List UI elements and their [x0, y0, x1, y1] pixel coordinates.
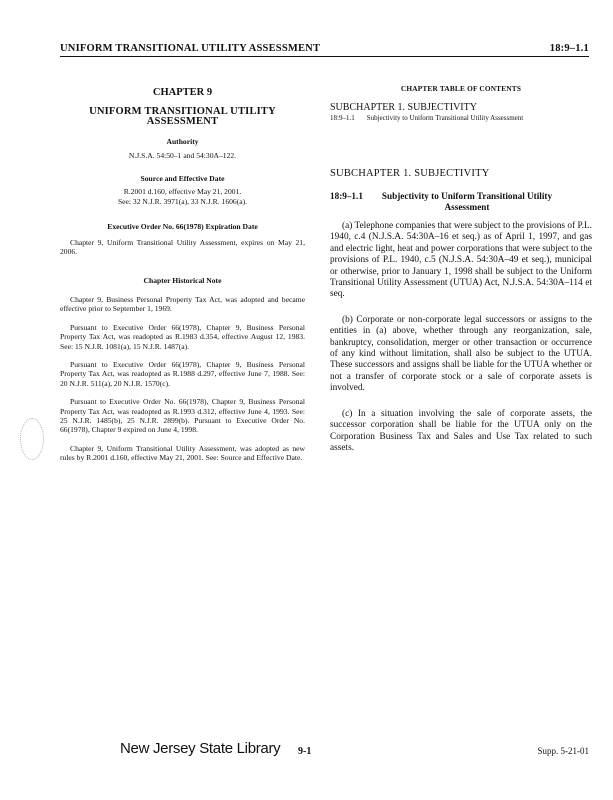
chapter-number: CHAPTER 9 — [152, 87, 213, 98]
executive-order-text: Chapter 9, Uniform Transitional Utility Assessment, expires on May 21, 2006. — [60, 237, 305, 257]
subchapter-title: SUBCHAPTER 1. SUBJECTIVITY — [330, 168, 490, 179]
source-line-2: See: 32 N.J.R. 3971(a), 33 N.J.R. 1606(a). — [117, 196, 248, 206]
section-paragraph-b: (b) Corporate or non-corporate legal successors or assigns to the entities in (a) above, whether through any reorganization, sale, bankruptcy, consolidation, merger or other transaction or occurrence of any kind without limitation, shall also be subject to the UTUA. These successors and assigns shall be liable for the UTUA whether or not a transfer of corporate stock or a sale of corporate assets is involved. — [330, 314, 592, 394]
section-number: 18:9–1.1 — [330, 191, 363, 201]
source-heading: Source and Effective Date — [140, 174, 225, 184]
toc-entry-number: 18:9–1.1 — [330, 114, 355, 122]
historical-note-paragraph: Chapter 9, Uniform Transitional Utility Assessment, was adopted as new rules by R.2001 d.160, effective May 21, 2001. See: Source and Effective Date. — [60, 443, 305, 463]
section-paragraph-a: (a) Telephone companies that were subject to the provisions of P.L. 1940, c.4 (N.J.S.A. 54:30A–16 et seq.) as of April 1, 1997, and gas and electric light, heat and power corporations that were subject to the provisions of P.L. 1940, c.5 (N.J.S.A. 54:30A–49 et seq.), municipal or otherwise, prior to January 1, 1998 shall be subject to the Uniform Transitional Utility Assessment (UTUA) Act, N.J.S.A. 54:30A–114 et seq. — [330, 221, 592, 300]
executive-order-heading: Executive Order No. 66(1978) Expiration Date — [107, 222, 258, 232]
authority-heading: Authority — [166, 137, 199, 147]
toc-entry[interactable] — [330, 114, 592, 122]
historical-note-heading: Chapter Historical Note — [143, 276, 222, 286]
authority-text: N.J.S.A. 54:50–1 and 54:30A–122. — [128, 150, 237, 160]
section-title-line-1: Subjectivity to Uniform Transitional Utility — [381, 191, 553, 201]
historical-note-paragraph: Chapter 9, Business Personal Property Tax Act, was adopted and became effective prior to September 1, 1969. — [60, 294, 305, 314]
section-heading — [330, 191, 592, 213]
historical-note-paragraph: Pursuant to Executive Order No. 66(1978), Chapter 9, Business Personal Property Tax Act, was readopted as R.1993 d.312, effective June 4, 1993. See: 25 N.J.R. 1485(b), 25 N.J.R. 2899(b). Pursuant to Executive Order No. 66(1978), Chapter 9 expired on June 4, 1998. — [60, 397, 305, 435]
library-stamp: New Jersey State Library — [120, 740, 281, 757]
section-title-line-2: Assessment — [444, 202, 490, 212]
running-header — [60, 38, 589, 57]
toc-subchapter: SUBCHAPTER 1. SUBJECTIVITY — [330, 102, 477, 113]
section-title — [372, 191, 592, 213]
historical-note-paragraph: Pursuant to Executive Order 66(1978), Chapter 9, Business Personal Property Tax Act, was readopted as R.1988 d.297, effective June 7, 1988. See: 20 N.J.R. 511(a), 20 N.J.R. 1570(c). — [60, 359, 305, 388]
right-column — [330, 76, 592, 454]
binder-hole-mark — [20, 418, 44, 460]
running-header-title: UNIFORM TRANSITIONAL UTILITY ASSESSMENT — [60, 43, 321, 54]
toc-entry-title: Subjectivity to Uniform Transitional Utility Assessment — [366, 114, 524, 122]
section-paragraph-c: (c) In a situation involving the sale of corporate assets, the successor corporation shall be liable for the UTUA only on the Corporation Business Tax and Sales and Use Tax related to such assets. — [330, 408, 592, 453]
toc-heading: CHAPTER TABLE OF CONTENTS — [400, 84, 522, 93]
chapter-title: UNIFORM TRANSITIONAL UTILITY ASSESSMENT — [89, 106, 276, 127]
left-column — [60, 76, 305, 463]
historical-note-paragraph: Pursuant to Executive Order 66(1978), Chapter 9, Business Personal Property Tax Act, was readopted as R.1983 d.354, effective August 12, 1983. See: 15 N.J.R. 1081(a), 15 N.J.R. 1487(a). — [60, 322, 305, 351]
source-line-1: R.2001 d.160, effective May 21, 2001. — [123, 187, 242, 197]
running-header-section: 18:9–1.1 — [549, 43, 589, 54]
page-number: 9-1 — [298, 746, 312, 757]
supplement-date: Supp. 5-21-01 — [537, 746, 589, 756]
